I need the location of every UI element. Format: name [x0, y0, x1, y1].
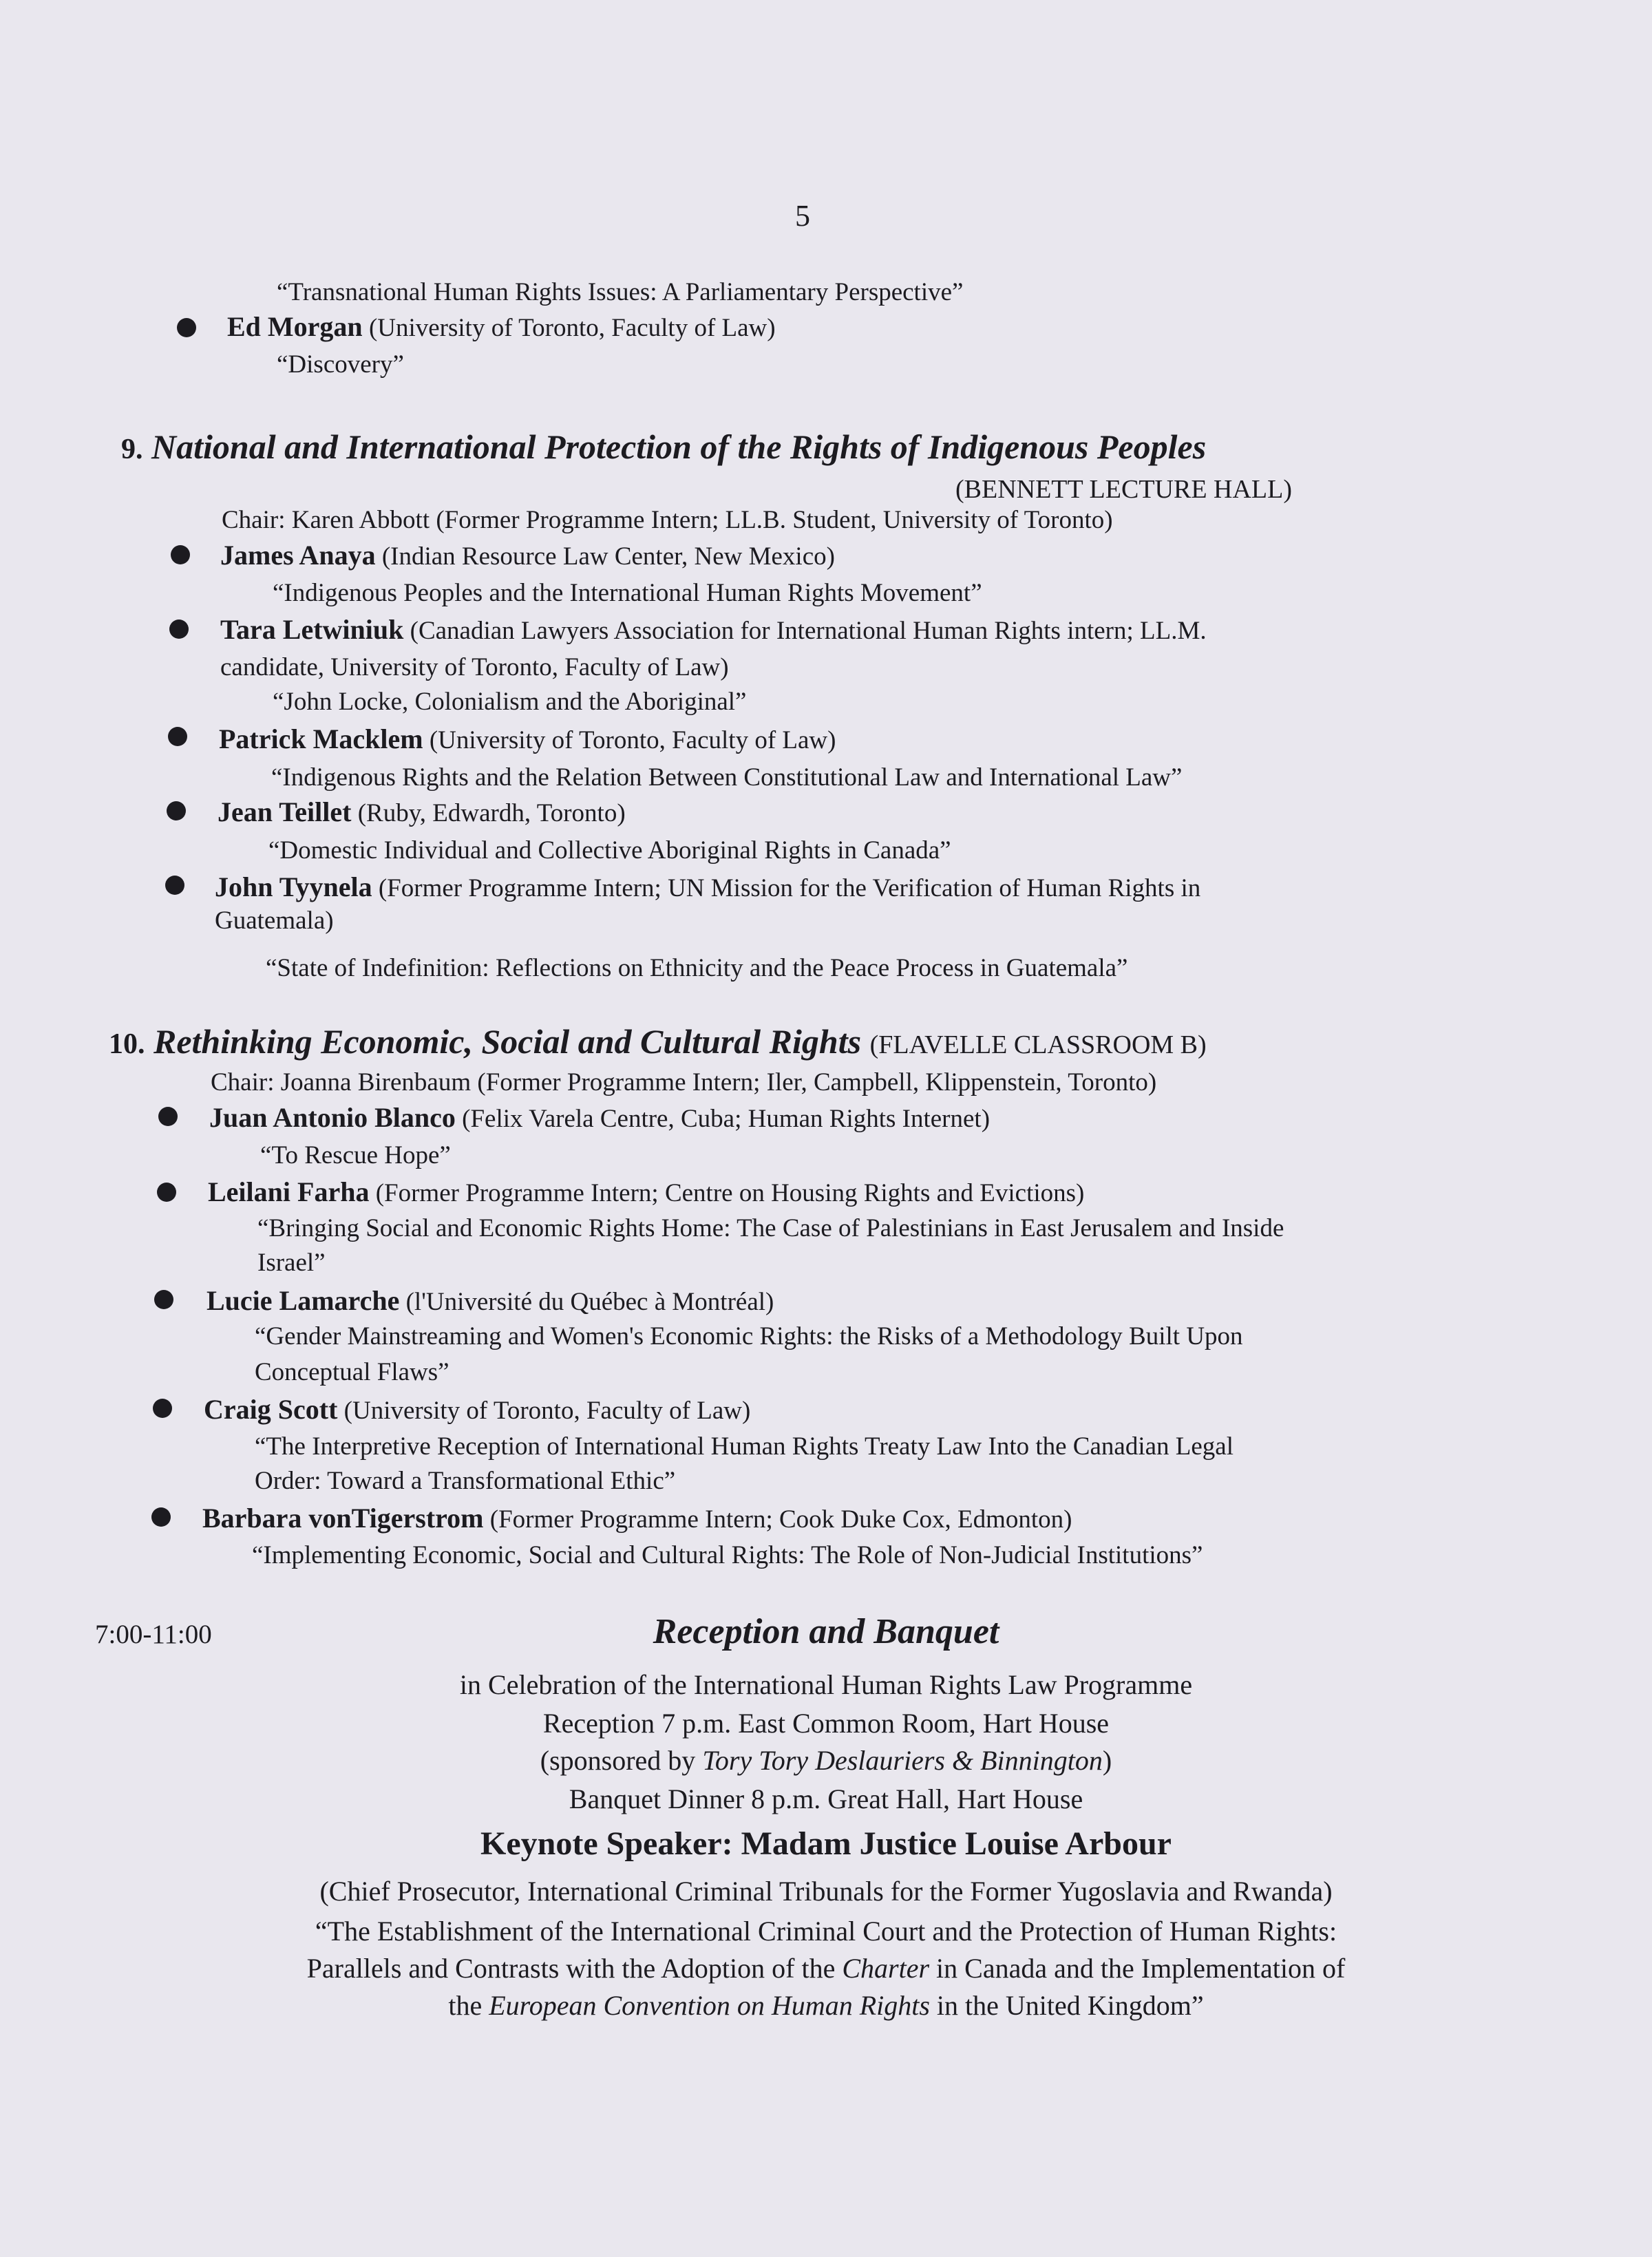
section-10-heading: 10. Rethinking Economic, Social and Cultural Rights (FLAVELLE CLASSROOM B) [109, 1022, 1207, 1061]
bullet-icon [153, 1399, 172, 1418]
section-9-chair: Chair: Karen Abbott (Former Programme Intern; LL.B. Student, University of Toronto) [222, 506, 1113, 534]
section-9-heading: 9. National and International Protection of the Rights of Indigenous Peoples [121, 427, 1207, 466]
keynote-talk-line-3: the European Convention on Human Rights in the United Kingdom” [448, 1990, 1204, 2021]
talk-title-cont: Israel” [257, 1249, 326, 1277]
bullet-icon [158, 1107, 178, 1126]
speaker-craig-scott: Craig Scott (University of Toronto, Faculty of Law) [204, 1394, 751, 1425]
talk-title: “Discovery” [277, 350, 404, 379]
speaker-juan-antonio-blanco: Juan Antonio Blanco (Felix Varela Centre, Cuba; Human Rights Internet) [209, 1102, 991, 1133]
talk-title: “Indigenous Rights and the Relation Between Constitutional Law and International Law” [271, 763, 1183, 792]
speaker-leilani-farha: Leilani Farha (Former Programme Intern; Centre on Housing Rights and Evictions) [208, 1176, 1085, 1207]
keynote-role: (Chief Prosecutor, International Criminal Tribunals for the Former Yugoslavia and Rwanda) [319, 1876, 1333, 1907]
keynote-speaker: Keynote Speaker: Madam Justice Louise Arbour [480, 1825, 1172, 1862]
speaker-ed-morgan: Ed Morgan (University of Toronto, Faculty of Law) [227, 311, 776, 342]
bullet-icon [169, 619, 189, 639]
speaker-tara-letwiniuk: Tara Letwiniuk (Canadian Lawyers Association for International Human Rights intern; LL.M. [220, 614, 1207, 645]
evening-time: 7:00-11:00 [95, 1620, 212, 1649]
reception-title: Reception and Banquet [653, 1612, 999, 1651]
speaker-john-tyynela: John Tyynela (Former Programme Intern; UN Mission for the Verification of Human Rights in [215, 871, 1201, 902]
speaker-affiliation-cont: candidate, University of Toronto, Faculty of Law) [220, 653, 729, 681]
talk-title: “State of Indefinition: Reflections on Ethnicity and the Peace Process in Guatemala” [266, 954, 1128, 982]
speaker-affiliation-cont: Guatemala) [215, 907, 334, 935]
section-10-chair: Chair: Joanna Birenbaum (Former Programme Intern; Iler, Campbell, Klippenstein, Toronto) [211, 1068, 1157, 1096]
talk-title-cont: Order: Toward a Transformational Ethic” [255, 1467, 676, 1495]
reception-line-2: Reception 7 p.m. East Common Room, Hart House [542, 1708, 1110, 1739]
bullet-icon [165, 876, 184, 895]
speaker-james-anaya: James Anaya (Indian Resource Law Center, New Mexico) [220, 540, 835, 571]
reception-line-1: in Celebration of the International Human Rights Law Programme [459, 1669, 1193, 1700]
keynote-talk-line-2: Parallels and Contrasts with the Adoption of the Charter in Canada and the Implementation of [306, 1953, 1346, 1984]
talk-title: “The Interpretive Reception of International Human Rights Treaty Law Into the Canadian Legal [255, 1432, 1234, 1461]
carry-talk-title: “Transnational Human Rights Issues: A Parliamentary Perspective” [277, 278, 964, 306]
bullet-icon [177, 318, 196, 337]
talk-title-cont: Conceptual Flaws” [255, 1358, 449, 1386]
page-number: 5 [795, 199, 810, 233]
keynote-talk-line-1: “The Establishment of the International Criminal Court and the Protection of Human Rights: [315, 1916, 1337, 1947]
bullet-icon [171, 545, 190, 564]
banquet-line: Banquet Dinner 8 p.m. Great Hall, Hart House [569, 1783, 1083, 1814]
talk-title: “Bringing Social and Economic Rights Home: The Case of Palestinians in East Jerusalem and Inside [257, 1214, 1284, 1242]
bullet-icon [167, 801, 186, 820]
talk-title: “To Rescue Hope” [260, 1141, 451, 1169]
bullet-icon [154, 1290, 173, 1309]
section-9-room: (BENNETT LECTURE HALL) [955, 475, 1292, 504]
speaker-jean-teillet: Jean Teillet (Ruby, Edwardh, Toronto) [218, 796, 626, 827]
reception-sponsor: (sponsored by Tory Tory Deslauriers & Binnington) [540, 1745, 1112, 1776]
bullet-icon [151, 1507, 171, 1527]
talk-title: “John Locke, Colonialism and the Aboriginal” [273, 688, 747, 716]
talk-title: “Gender Mainstreaming and Women's Economic Rights: the Risks of a Methodology Built Upon [255, 1322, 1243, 1350]
talk-title: “Domestic Individual and Collective Aboriginal Rights in Canada” [268, 836, 951, 865]
speaker-patrick-macklem: Patrick Macklem (University of Toronto, Faculty of Law) [219, 723, 836, 754]
talk-title: “Implementing Economic, Social and Cultural Rights: The Role of Non-Judicial Institutions” [252, 1541, 1203, 1569]
speaker-lucie-lamarche: Lucie Lamarche (l'Université du Québec à Montréal) [206, 1285, 774, 1316]
bullet-icon [157, 1183, 176, 1202]
bullet-icon [168, 727, 187, 746]
talk-title: “Indigenous Peoples and the International Human Rights Movement” [273, 579, 982, 607]
speaker-barbara-vontigerstrom: Barbara vonTigerstrom (Former Programme Intern; Cook Duke Cox, Edmonton) [202, 1503, 1072, 1534]
